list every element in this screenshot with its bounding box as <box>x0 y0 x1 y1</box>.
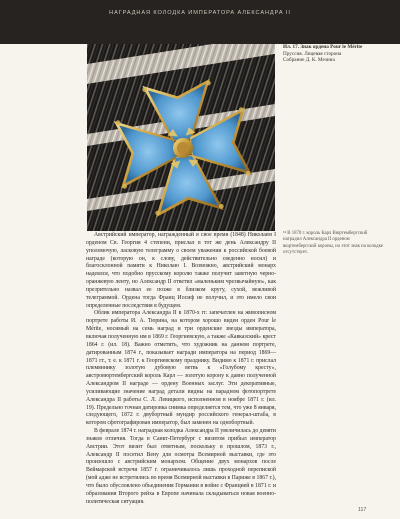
caption-line: Пруссия. Лицевая сторона <box>283 50 342 57</box>
pour-le-merite-cross-image <box>87 44 275 231</box>
order-photo <box>87 44 275 231</box>
running-head: НАГРАДНАЯ КОЛОДКА ИМПЕРАТОРА АЛЕКСАНДРА II <box>109 10 291 16</box>
page-number: 117 <box>358 507 367 513</box>
photo-caption <box>283 44 387 64</box>
header-band <box>0 0 400 44</box>
body-paragraph: В феврале 1874 г. наградная колодка Александра II увеличилась до девяти знаков отличия. Тогда в Санкт-Петербург с визитом прибыл император Австрии. Этот визит был ответным, поскольку в прошлом, 1873 г., Александр II посетил Вену для осмотра Всемирной выставки, где это произошло с австрийским монархом. Общение двух монархов после Веймарской встречи 1857 г. ограничивалось лишь проходной перепиской (мой адже не встретились во время Всемирной выставки в Париже в 1867 г.), что было обусловлено объединения Германии в войне с Францией в 1871 г. и образования Второго рейха в Европе начинала складываться новая военно-политическая ситуация. <box>86 428 276 505</box>
article-body <box>86 232 276 507</box>
body-paragraph: Облик императора Александра II в 1870-х гг. запечатлен на живописном портрете работы И. А. Тюрина, на котором хорошо виден орден Pour le Mérite, носимый на семь наград и три орденские звезды императора, включая полученную им в 1869 г. Георгиевскую, а также «Кавказский» крест 1864 г. (ил. 18). Важно отметить, что художник на данном портрете, датированным 1874 г., показывает награди императора на период 1869—1871 гг., т. е. к 1871 г. к Георгиевскому празднику. Видимо к 1871 г. прислал племяннику золотую дубовую ветвь к «Голубому кресту», австровюртембергский король Карл — золотую корону к давно полученной Александром II награде — ордену Военных заслуг. Эти декоративные, усиливающие значение наград детали видны на парадном фотопортрете Александра II работы С. Л. Левицкого, исполненном в ноябре 1871 г. (ил. 19). Предельно точная датировка снимка определяется тем, что уже 8 января, следующего, 1872 г. двубортный мундир российского генерал-штаба, в котором сфотографирован император, был заменен на однобортный. <box>86 310 276 427</box>
body-paragraph: Австрийский император, награжденный в свое время (1848) Николаем I орденом Св. Георгия 4 степени, прислал в тот же день Александру II уполомочую, ласковую телеграмму о своем уважении к российской боевой награде (которую он, к слову, действительно сведенно носил) и благосклонной памяти к Николаю I. Возможно, австрийский монарх надеялся, что подобно прусскому королю также получит заветную черно-оранжевую ленту, но Александр II ответил «маленьким чрезвычайную», как презрительно назвал ее позже в близком кругу, сухой, вежливой телеграммой. Ордена тогда Франц Иосиф не получил, и это имело свои определенные последствия в будущем. <box>86 232 276 309</box>
caption-title: Ил. 17. Знак ордена Pour le Mérite <box>283 44 363 50</box>
footnote: ¹⁸ В 1870 г. король Карл Вюртембергский наградил Александра II орденом вюртембергской короны, но этот знак на колодке отсутствует. <box>283 231 383 255</box>
caption-line: Собрание Д. К. Мезина <box>283 57 335 64</box>
